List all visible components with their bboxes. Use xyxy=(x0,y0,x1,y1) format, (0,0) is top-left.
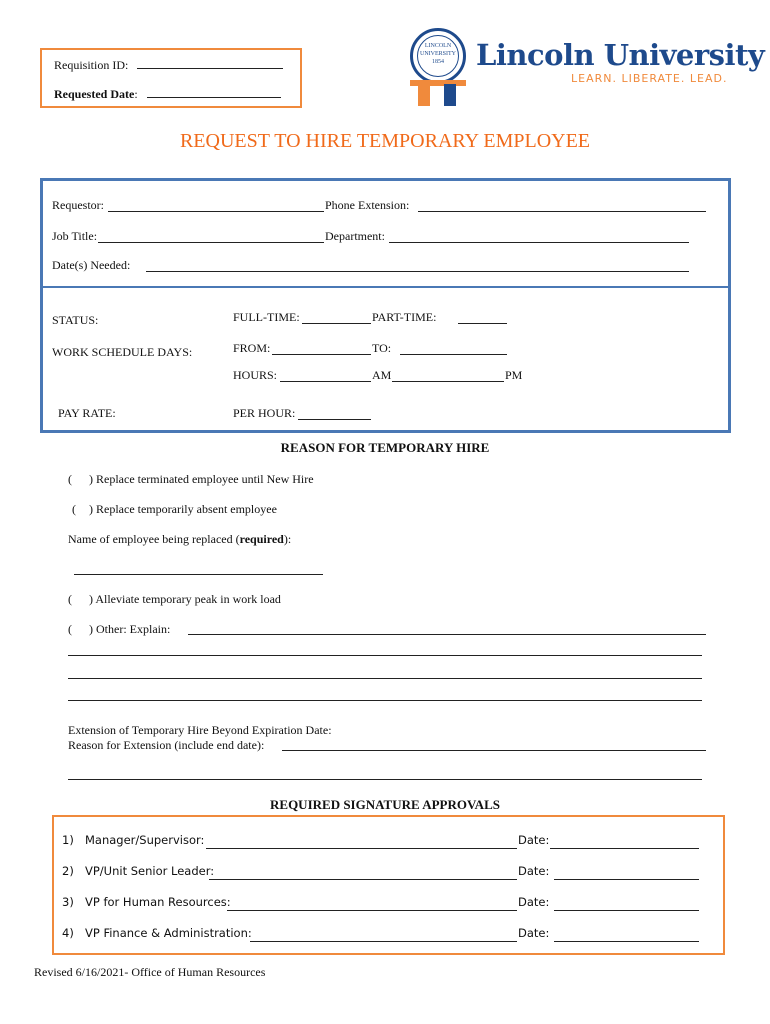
sig-date-label-1: Date: xyxy=(518,833,550,847)
info-divider xyxy=(40,286,731,288)
sig-date-field-4[interactable] xyxy=(554,941,699,942)
phone-extension-label: Phone Extension: xyxy=(325,198,410,212)
from-label: FROM: xyxy=(233,341,271,355)
phone-extension-field[interactable] xyxy=(418,211,706,212)
job-title-field[interactable] xyxy=(98,242,324,243)
paren-2: ( xyxy=(72,502,76,516)
full-time-field[interactable] xyxy=(302,323,371,324)
signature-heading: REQUIRED SIGNATURE APPROVALS xyxy=(270,797,500,812)
hours-am-field[interactable] xyxy=(280,381,371,382)
explain-line-2[interactable] xyxy=(68,655,702,656)
hours-pm-field[interactable] xyxy=(392,381,504,382)
requisition-id-label: Requisition ID: xyxy=(54,58,129,72)
requestor-field[interactable] xyxy=(108,211,324,212)
requisition-id-field[interactable] xyxy=(137,67,283,69)
requestor-info-box xyxy=(40,178,731,433)
pay-rate-label: PAY RATE: xyxy=(58,406,116,420)
sig-num-4: 4) xyxy=(62,926,74,940)
logo-pillar-left xyxy=(418,84,430,106)
paren-4: ( xyxy=(68,622,72,636)
to-label: TO: xyxy=(372,341,392,355)
sig-field-manager[interactable] xyxy=(206,848,517,849)
option-replace-absent[interactable]: ) Replace temporarily absent employee xyxy=(89,502,277,516)
explain-field[interactable] xyxy=(188,634,706,635)
am-label: AM xyxy=(372,368,392,382)
requested-date-row: Requested Date: xyxy=(54,87,281,102)
option-replace-terminated[interactable]: ) Replace terminated employee until New Hire xyxy=(89,472,314,486)
reason-heading: REASON FOR TEMPORARY HIRE xyxy=(280,440,490,455)
sig-num-2: 2) xyxy=(62,864,74,878)
dates-needed-label: Date(s) Needed: xyxy=(52,258,131,272)
requested-date-label: Requested Date xyxy=(54,87,135,101)
department-label: Department: xyxy=(325,229,385,243)
name-replaced-label: Name of employee being replaced (required): xyxy=(68,532,292,546)
extension-reason-field[interactable] xyxy=(282,750,706,751)
sig-label-vp-hr: VP for Human Resources: xyxy=(85,895,231,909)
sig-date-field-3[interactable] xyxy=(554,910,699,911)
option-alleviate-peak[interactable]: ) Alleviate temporary peak in work load xyxy=(89,592,281,606)
sig-field-vp-hr[interactable] xyxy=(227,910,517,911)
sig-date-label-3: Date: xyxy=(518,895,550,909)
sig-field-vp-unit[interactable] xyxy=(209,879,517,880)
extension-label: Extension of Temporary Hire Beyond Expiration Date: xyxy=(68,723,332,737)
hours-label: HOURS: xyxy=(233,368,278,382)
extension-line-2[interactable] xyxy=(68,779,702,780)
sig-label-vp-finance: VP Finance & Administration: xyxy=(85,926,252,940)
dates-needed-field[interactable] xyxy=(146,271,689,272)
sig-date-label-2: Date: xyxy=(518,864,550,878)
logo-pillar-right xyxy=(444,84,456,106)
seal-inner: LINCOLN UNIVERSITY 1854 xyxy=(417,35,459,77)
part-time-field[interactable] xyxy=(458,323,507,324)
explain-line-3[interactable] xyxy=(68,678,702,679)
form-title: REQUEST TO HIRE TEMPORARY EMPLOYEE xyxy=(179,130,591,152)
sig-date-field-2[interactable] xyxy=(554,879,699,880)
requisition-id-row xyxy=(54,58,283,73)
requisition-box xyxy=(40,48,302,108)
sig-num-3: 3) xyxy=(62,895,74,909)
work-schedule-label: WORK SCHEDULE DAYS: xyxy=(52,345,193,359)
requestor-label: Requestor: xyxy=(52,198,104,212)
footer-revision: Revised 6/16/2021- Office of Human Resources xyxy=(34,965,266,979)
to-field[interactable] xyxy=(400,354,507,355)
university-name: Lincoln University xyxy=(476,38,765,72)
university-tagline: LEARN. LIBERATE. LEAD. xyxy=(571,72,728,85)
explain-line-4[interactable] xyxy=(68,700,702,701)
sig-label-vp-unit: VP/Unit Senior Leader: xyxy=(85,864,215,878)
extension-reason-label: Reason for Extension (include end date): xyxy=(68,738,265,752)
paren-3: ( xyxy=(68,592,72,606)
status-label: STATUS: xyxy=(52,313,99,327)
sig-field-vp-finance[interactable] xyxy=(250,941,517,942)
per-hour-label: PER HOUR: xyxy=(233,406,296,420)
name-replaced-field[interactable] xyxy=(74,574,323,575)
part-time-label: PART-TIME: xyxy=(372,310,437,324)
sig-num-1: 1) xyxy=(62,833,74,847)
job-title-label: Job Title: xyxy=(52,229,98,243)
sig-date-label-4: Date: xyxy=(518,926,550,940)
paren-1: ( xyxy=(68,472,72,486)
sig-label-manager: Manager/Supervisor: xyxy=(85,833,205,847)
per-hour-field[interactable] xyxy=(298,419,371,420)
from-field[interactable] xyxy=(272,354,371,355)
department-field[interactable] xyxy=(389,242,689,243)
pm-label: PM xyxy=(505,368,523,382)
full-time-label: FULL-TIME: xyxy=(233,310,300,324)
requested-date-field[interactable] xyxy=(147,96,281,98)
option-other[interactable]: ) Other: Explain: xyxy=(89,622,171,636)
sig-date-field-1[interactable] xyxy=(550,848,699,849)
